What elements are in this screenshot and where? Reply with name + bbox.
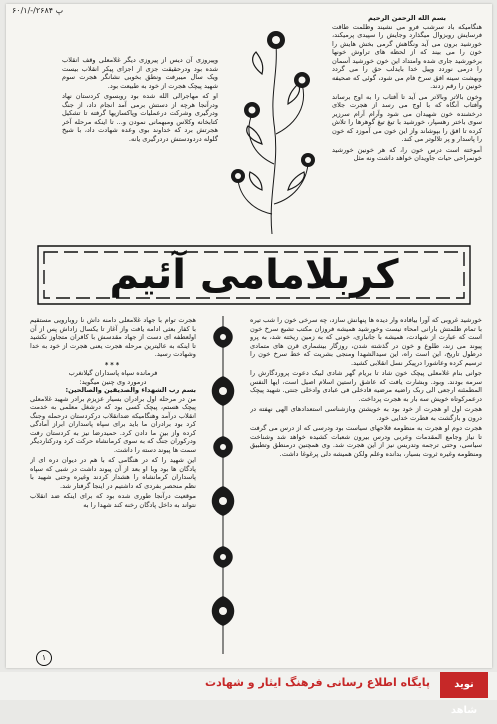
ornament-divider-icon bbox=[200, 316, 246, 654]
paragraph: خورشید غروبی که آورا بیافاده وار دیده ها پنهانش سازد، چه سرخی خون را شب تیره با تمام ظلمتش بارانی امحاء نیست وخورشید همیشه فروزان مکتب تشیع سرخ خون است که عبارت از شهادت، همیشه با جانبازی، خونی که به زمین ریخته شد، به پرو پیوند می زند، طلوع و خون در گذشته شدن، روزگار بیشماری قرن های متمادی درطول تاریخ، این است راه، این سیدالشهدا ومنجی بشریت که خط سرخ خون را ترسیم کرده وعاشورا درپیکر نسل انقلابی کشید. bbox=[250, 316, 482, 367]
title-banner bbox=[34, 240, 474, 310]
signature-line: فرمانده سپاه پاسداران گیلانغرب bbox=[68, 369, 158, 377]
banner-title: کربلامامی آئیم bbox=[109, 252, 399, 298]
top-left-column bbox=[62, 56, 218, 216]
quote-intro: بسم رب الشهداء والصدیقین والصالحین: bbox=[65, 386, 196, 394]
paragraph: من در مرحله اول برادران بسیار عزیزم برادر شهید غلامعلی پیچک هستم، پیچک کسی بود که درشغل معلمی به خدمت انقلاب درآمد وهنگامیکه ضدانقلاب درکردستان درحمله وجنگ کرد بود برادران ما باید برای سپاه پاسداران ابراز آمادگی کرده واز بین ما دادن کرد. حمیدرضا نیز به کردستان رفت ودرکوران جنگ که به سوی کرمانشاه حرکت کرد ودرکناردیگر سمت ها پیوند دسته را داشت. bbox=[30, 394, 196, 454]
paragraph: هنگامیکه باد سرشب فرو می نشیند وظلمت طاقت فرسایش روبزوال میگذارد وجایش را سپیدی پرمیکند، خورشید برون می آید ونگاهش گرمی بخش هایش را خون را می بیند که از لحظه های تراوش خونها برخورشید جاری شده وامتداد این خون خورشید آسمان را درمی نوردد وپیل خدا بایدلب حق را می گردد وبهشت سینه افق سرخ فام می شود، گوئی که صحیفه خونین را رقم زدند. bbox=[332, 22, 482, 90]
bismillah: بسم الله الرحمن الرحيم bbox=[367, 14, 447, 22]
paragraph: آموخته است درس خون را، که هر خونین خورشید خونمراحی حیات جاویدان خواهد داشت ونه مثل bbox=[332, 145, 482, 162]
bottom-right-column bbox=[250, 316, 482, 666]
paragraph: وخون بالاتر وبالاتر می آید تا آفتاب را به اوج برساند وآفتاب آنگاه که با اوج می رسد از هجرت جلای درخشنده خون شهیدان می شود وآرام آرام سرزیر سوی باختر رهسپار، خورشید با تیغ تیغ گوهرها را تلاش کرده تا افق را بپوشاند واز این خون می آموزد که خون را پاسدار و پر تلالوتر می کند. bbox=[332, 92, 482, 143]
paragraph: جوانی بنام غلامعلی پیچک خون شاد تا بریام گهر شادی لبیک دعوت پروردگارش را سرمه بودند. وبود. وبشارت یافت که عاشق راستین اسلام اصیل است، ایها النفس المطمئنه ارجعی الی ربک راضیه مرضیه فادخلی فی عبادی وادخلی جنتی. شهید پیچک درعمرکوتاه خویش سه بار به هجرت پرداخت. bbox=[250, 369, 482, 403]
document-number: ۶۰/۱/-/۲۶۸۴ پ bbox=[12, 6, 64, 15]
site-logo: نوید شاهد bbox=[440, 672, 488, 698]
page-number: ۱ bbox=[36, 650, 52, 666]
paragraph: این شهید را که در هنگامی که با هم در دیوان دره ای از پادگان ها بود وبا او بعد از آن پیوند داشت در شبی که سپاه پاسداران کرمانشاه را هشدار کردند وغیره وحتی شهید با نظم منحصر بفردی که داشتیم در اینجا گرفتار شد. bbox=[30, 456, 196, 490]
paragraph: هجرت توام با جهاد غلامعلی دامنه داش نا روبارویی مستقیم با کفار بعثی ادامه یافت واز آغاز تا یکسال زاداش پس از آن اولعطفه ای دست از جهاد مقدسش با کافران متجاوز نکشید تا اینکه به عالیترین مرحله هجرت یعنی هجرت از خود به خدا وشهادت رسید. bbox=[30, 316, 196, 358]
floral-ornament-icon bbox=[222, 14, 328, 236]
signature-line: درمورد وی چنین میگوید: bbox=[79, 377, 147, 386]
paragraph: موقعیت درآنجا طوری شده بود که برای اینکه ضد انقلاب نتواند به داخل پادگان رخنه کند شهدا را به bbox=[30, 492, 196, 509]
stars-separator: *** bbox=[104, 360, 122, 369]
top-right-column bbox=[332, 14, 482, 236]
paragraph: او که مهاجرالی الله شده بود روبسوی کردستان نهاد ودرآنجا هرچه از دستش برمی آمد انجام داد، از جنگ ودرگیری وشرکت درعملیات وپاکسازیها گرفته تا تشکیل کتابخانه وکلاس ومبهمانی نمودن و... تا اینکه مرحله آخر هجرتش برد که خداوند بوی وعده شهادت داد، با شیخ گلوله دردودستش دردرگیری یانه. bbox=[62, 92, 218, 143]
bottom-left-column bbox=[30, 316, 196, 648]
footer-site-text: پایگاه اطلاع رسانی فرهنگ ایثار و شهادت bbox=[205, 676, 430, 689]
paragraph: هجرت دوم او هجرت به منظومه فلاحهای سیاست بود ودرسی که از درس می گرفت تا نیاز وجامع المقدمات وعربی ودرس بیرون شعبات کشیده خواهد شد وشناخت سیاسی، وحتی ترجمه وتدریس نیز از این هجرت شد. وی همچنین درمنطق وتطبیق ومنظومه وغیره ثروت بسیار، بدانده وعلم ولکن همیشه دلی پرغوغا داشت. bbox=[250, 424, 482, 458]
paragraph: هجرت اول او هجرت از خود بود به خویشتن وبازشناسی استعدادهای الهی نهفته در درون و بازگشت به فطرت خدایی خود. bbox=[250, 405, 482, 422]
paragraph: وپیروزی آن دیس از پیروزی دیگر غلامعلی وقف انقلاب شده بود ودرحقیقت جزی از اجزای پیکر انقلاب بیست ویک سال میبرفت ونطق بخوبی نشانگر هجرت سوم شهید پیچک هجرت از خود به طبیعت بود. bbox=[62, 56, 218, 90]
